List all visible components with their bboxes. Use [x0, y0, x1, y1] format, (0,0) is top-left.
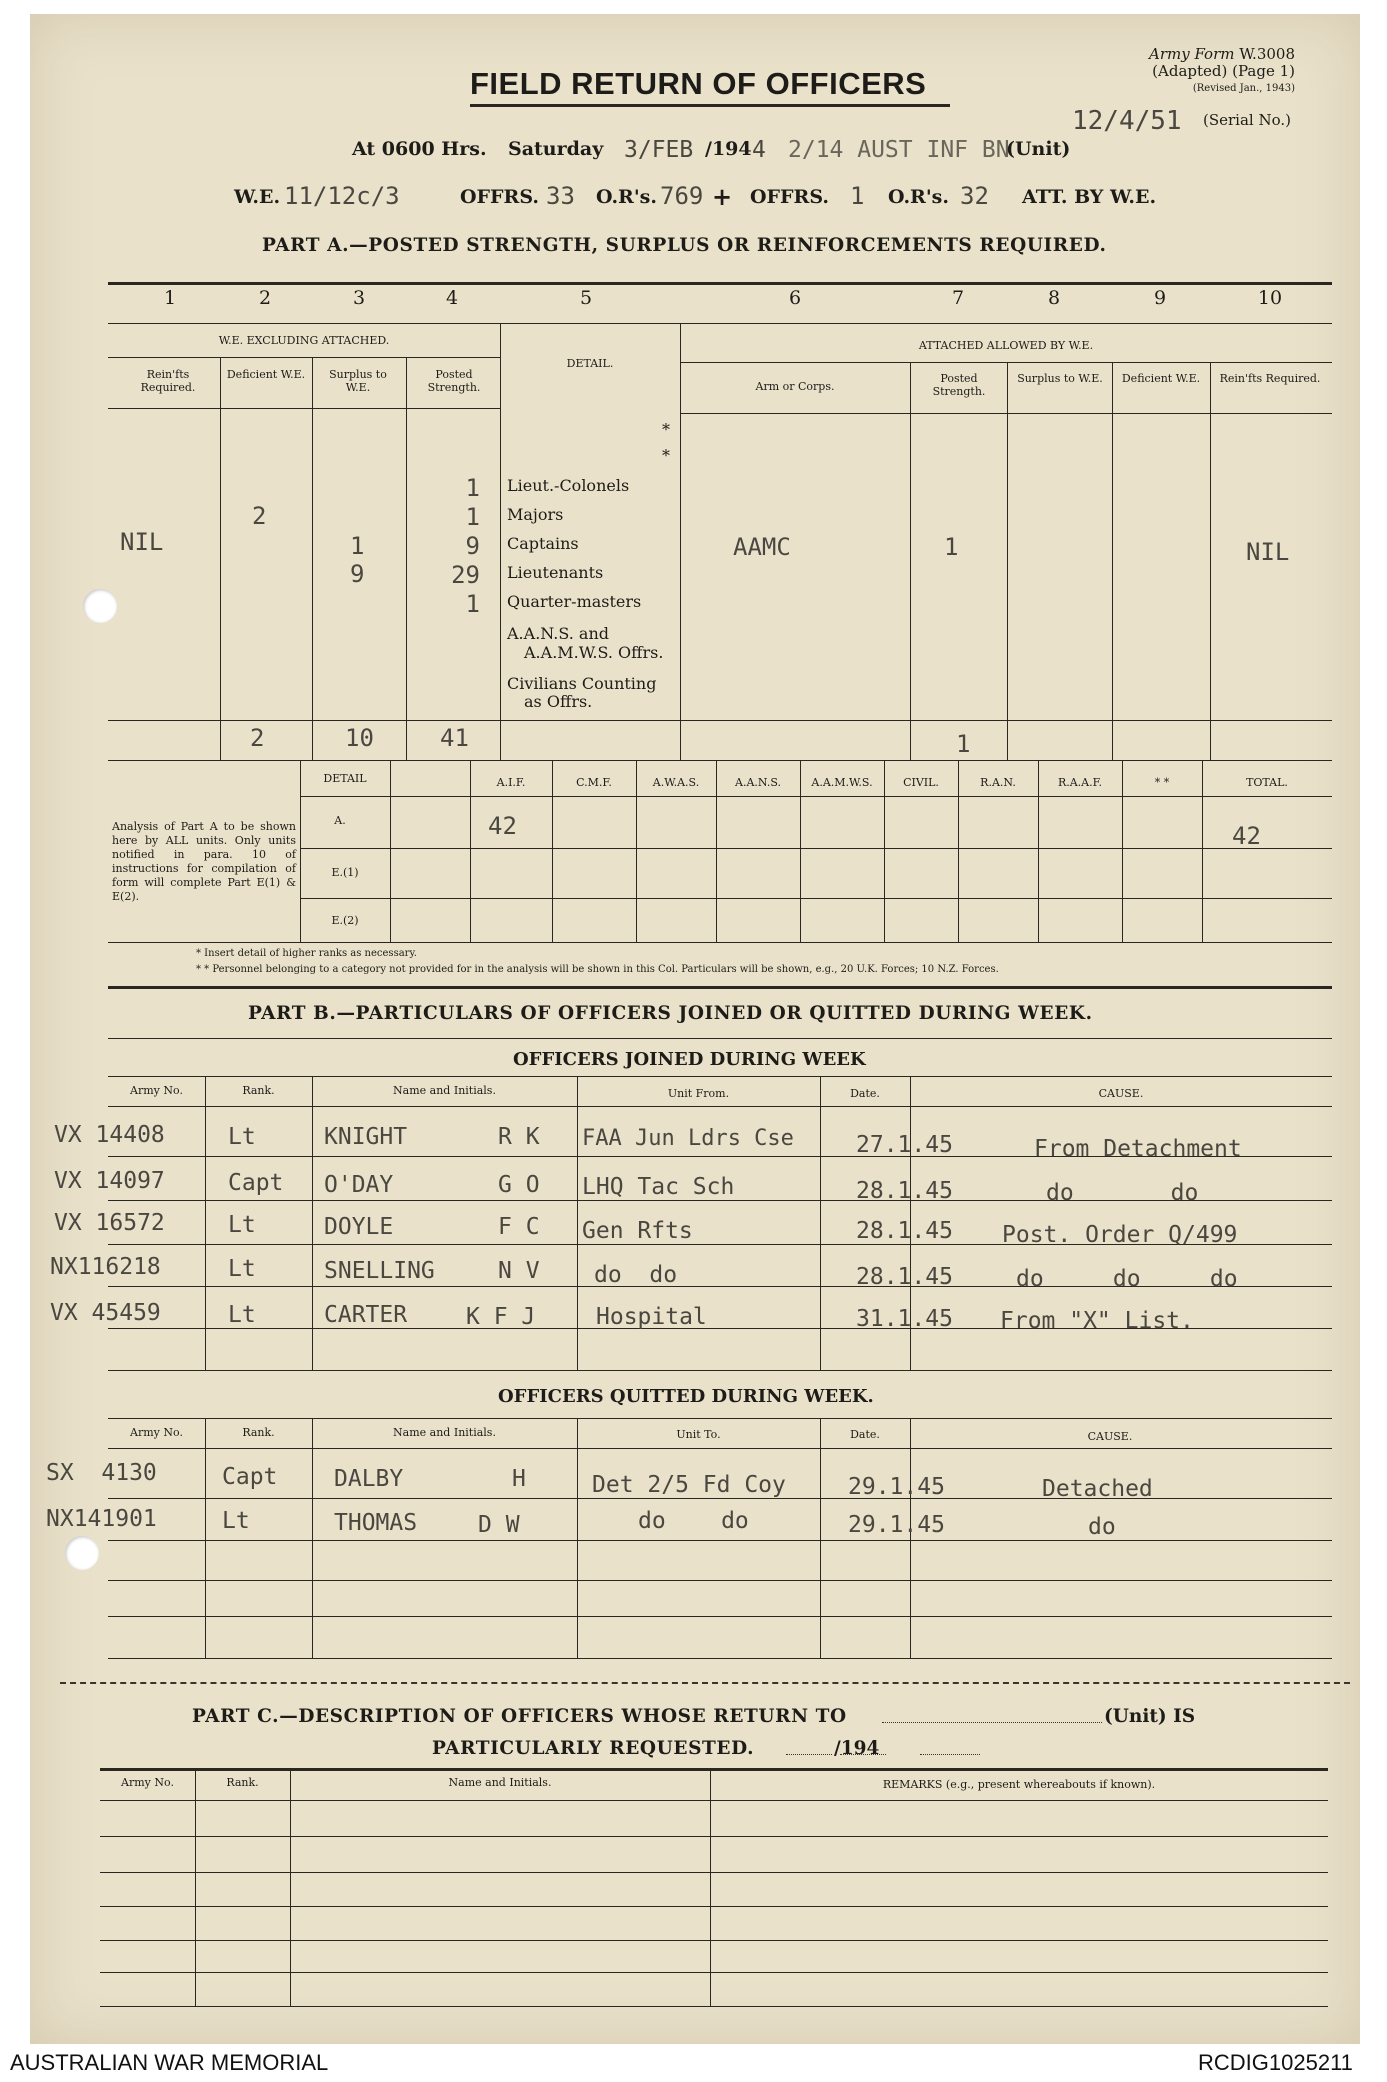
rank-label: Majors [507, 505, 564, 524]
cvl [290, 1768, 291, 2006]
an-row-label: A. [334, 814, 346, 827]
we-excluding-header: W.E. EXCLUDING ATTACHED. [218, 334, 390, 347]
initials: N V [498, 1258, 540, 1284]
quitted-header: Army No. [130, 1426, 183, 1439]
totals-top-rule [108, 720, 1332, 721]
quitted-header: CAUSE. [1087, 1430, 1133, 1443]
att-posted-value: 1 [944, 533, 959, 561]
part-c-header: Name and Initials. [448, 1776, 552, 1789]
rule [108, 1448, 1332, 1449]
an-hl [300, 848, 1332, 849]
date: 28.1.45 [856, 1264, 953, 1290]
unit-from: FAA Jun Ldrs Cse [582, 1126, 794, 1151]
posted-value: 1 [465, 503, 480, 531]
date: 31.1.45 [856, 1306, 953, 1332]
rank-label: Lieut.-Colonels [507, 476, 630, 495]
year-prefix: /194 [705, 138, 752, 160]
date: 29.1.45 [848, 1474, 945, 1500]
rank: Lt [222, 1508, 250, 1534]
jvl [312, 1076, 313, 1370]
footnote-2: * * Personnel belonging to a category not provided for in the analysis will be shown in this Col. Particulars will be shown, e.g., 20 U.K. Forces; 10 N.Z. Forces. [196, 964, 999, 975]
part-c-top-rule [100, 1768, 1328, 1771]
date: 28.1.45 [856, 1178, 953, 1204]
an-header-raaf: R.A.A.F. [1057, 776, 1103, 789]
cause: Detached [1042, 1476, 1153, 1502]
rank: Lt [228, 1302, 256, 1328]
an-header-aans: A.A.N.S. [735, 776, 781, 789]
rule [108, 1076, 1332, 1077]
date: 27.1.45 [856, 1132, 953, 1158]
date: 29.1.45 [848, 1512, 945, 1538]
arm-corps-header: Arm or Corps. [755, 380, 835, 393]
star-mark: * [662, 446, 670, 465]
an-header-ran: R.A.N. [980, 776, 1016, 789]
we-label: W.E. [234, 186, 281, 208]
rank-label: A.A.M.W.S. Offrs. [524, 643, 664, 662]
part-c-title-b: (Unit) IS [1104, 1706, 1196, 1727]
att-reinfts-value: NIL [1246, 538, 1290, 566]
analysis-note: Analysis of Part A to be shown here by ALL units. Only units notified in para. 10 of instructions for compilation of form will complete Part E(1) & E(2). [112, 820, 296, 903]
cvl [195, 1768, 196, 2006]
quitted-header: Name and Initials. [393, 1426, 496, 1439]
quitted-header: Unit To. [676, 1428, 721, 1441]
quitted-header: Date. [850, 1428, 880, 1441]
total-att-posted: 1 [956, 730, 971, 758]
rule [108, 1616, 1332, 1617]
cause: From Detachment [1034, 1136, 1242, 1162]
rank: Capt [228, 1170, 284, 1196]
offrs-value: 33 [546, 182, 575, 210]
army-no: VX 16572 [54, 1210, 165, 1236]
rule [100, 2006, 1328, 2007]
part-a-numbers-rule [108, 323, 1332, 324]
an-header-awas: A.W.A.S. [652, 776, 700, 789]
cause: do do do [1016, 1266, 1238, 1292]
an-row-label: E.(1) [331, 866, 359, 879]
reinfts-value: NIL [120, 528, 164, 556]
joined-header: CAUSE. [1098, 1087, 1144, 1100]
arm-value: AAMC [733, 533, 791, 561]
army-no: VX 14408 [54, 1122, 165, 1148]
adapted-label: (Adapted) [1152, 62, 1228, 80]
year-suffix: 4 [752, 137, 766, 163]
ors-label: O.R's. [596, 186, 657, 208]
attached-rule [680, 362, 1332, 363]
form-title: FIELD RETURN OF OFFICERS [470, 66, 927, 101]
deficient-header: Deficient W.E. [226, 368, 306, 381]
vl-6 [910, 362, 911, 760]
total-surplus: 10 [345, 724, 374, 752]
rank-label: Quarter-masters [507, 592, 642, 611]
army-no: VX 45459 [50, 1300, 161, 1326]
an-header-detail: DETAIL [323, 772, 367, 785]
unit-to: do do [638, 1508, 749, 1534]
unit-value: 2/14 AUST INF BN [788, 137, 1010, 163]
part-c-header: REMARKS (e.g., present whereabouts if known). [882, 1778, 1156, 1791]
rank-label: Lieutenants [507, 563, 604, 582]
quitted-title: OFFICERS QUITTED DURING WEEK. [498, 1386, 874, 1407]
vl-2 [312, 357, 313, 760]
posted-value: 1 [465, 474, 480, 502]
qvl [205, 1418, 206, 1658]
rule [100, 1940, 1328, 1941]
ors2-value: 32 [960, 182, 989, 210]
ors-value: 769 [660, 182, 704, 210]
unit-from: do do [594, 1262, 678, 1288]
vl-9 [1210, 362, 1211, 760]
name: DALBY [334, 1466, 404, 1492]
vl-1 [220, 357, 221, 760]
army-form-label: Army Form [1148, 45, 1235, 63]
date: 28.1.45 [856, 1218, 953, 1244]
part-c-title-c: PARTICULARLY REQUESTED. [432, 1738, 755, 1759]
army-no: NX116218 [50, 1254, 161, 1280]
surplus-header: Surplus to W.E. [329, 368, 387, 394]
an-row-label: E.(2) [331, 914, 359, 927]
posted-value: 29 [451, 561, 480, 589]
attached-allowed-header: ATTACHED ALLOWED BY W.E. [918, 339, 1094, 352]
name: SNELLING [324, 1258, 435, 1284]
title-underline [470, 104, 950, 107]
day-label: Saturday [508, 138, 604, 160]
cause: Post. Order Q/499 [1002, 1222, 1238, 1248]
an-hl [300, 898, 1332, 899]
footer-right: RCDIG1025211 [1198, 2050, 1353, 2075]
rule [100, 1972, 1328, 1973]
plus-sign: + [712, 182, 733, 211]
cause: do [1088, 1514, 1116, 1540]
detail-header: DETAIL. [566, 357, 614, 370]
an-header-aamws: A.A.M.W.S. [811, 776, 873, 789]
name: KNIGHT [324, 1124, 408, 1150]
unit-to: Det 2/5 Fd Coy [592, 1472, 786, 1498]
year-blank [920, 1754, 980, 1755]
jvl [577, 1076, 578, 1370]
an-header-civil: CIVIL. [903, 776, 939, 789]
an-bottom [108, 942, 1332, 943]
punch-hole-bottom [65, 1536, 99, 1570]
army-no: NX141901 [46, 1506, 157, 1532]
an-vl [390, 760, 391, 942]
vl-8 [1112, 362, 1113, 760]
col-number: 1 [163, 287, 177, 309]
date-value: 3/FEB [624, 137, 694, 163]
col-number: 7 [951, 287, 965, 309]
rank-label: as Offrs. [524, 692, 593, 711]
an-header-cmf: C.M.F. [576, 776, 612, 789]
rule [108, 1106, 1332, 1107]
rank-label: Civilians Counting [507, 674, 657, 693]
rule [108, 1658, 1332, 1659]
rank-label: A.A.N.S. and [507, 624, 609, 643]
name: DOYLE [324, 1214, 394, 1240]
initials: R K [498, 1124, 540, 1150]
page-label: (Page 1) [1232, 62, 1295, 80]
total-value: 42 [1232, 822, 1261, 850]
army-form-block [1115, 46, 1295, 97]
part-b-top-rule [108, 986, 1332, 989]
att-deficient-header: Deficient W.E. [1121, 372, 1201, 385]
rule [100, 1836, 1328, 1837]
rule [108, 1038, 1332, 1039]
unit-from: Hospital [596, 1304, 707, 1330]
quitted-header: Rank. [242, 1426, 275, 1439]
army-no: VX 14097 [54, 1168, 165, 1194]
initials: D W [478, 1512, 520, 1538]
cause: From "X" List. [1000, 1308, 1194, 1334]
part-c-header: Army No. [121, 1776, 174, 1789]
star-mark: * [662, 420, 670, 439]
part-b-title: PART B.—PARTICULARS OF OFFICERS JOINED OR QUITTED DURING WEEK. [248, 1003, 1093, 1024]
rank: Lt [228, 1124, 256, 1150]
joined-header: Army No. [130, 1084, 183, 1097]
revised-label: (Revised Jan., 1943) [1192, 83, 1295, 94]
rank: Lt [228, 1256, 256, 1282]
total-deficient: 2 [250, 724, 265, 752]
form-number: W.3008 [1239, 45, 1295, 63]
col-number: 10 [1257, 287, 1283, 309]
rank: Lt [228, 1212, 256, 1238]
part-c-title-a: PART C.—DESCRIPTION OF OFFICERS WHOSE RETURN TO [192, 1706, 847, 1727]
right-header-bottom [680, 413, 1332, 414]
name: CARTER [324, 1302, 408, 1328]
rule [100, 1872, 1328, 1873]
army-no: SX 4130 [46, 1460, 157, 1486]
initials: F C [498, 1214, 540, 1240]
serial-value: 12/4/51 [1072, 106, 1182, 136]
att-label: ATT. BY W.E. [1022, 186, 1157, 208]
vl-3 [406, 357, 407, 760]
qvl [820, 1418, 821, 1658]
date-blank-1 [786, 1754, 832, 1755]
col-number: 3 [352, 287, 366, 309]
qvl [577, 1418, 578, 1658]
unit-label: (Unit) [1006, 138, 1071, 160]
part-c-date: /194 [834, 1738, 880, 1759]
att-reinfts-header: Rein'fts Required. [1219, 372, 1321, 385]
left-header-bottom [108, 408, 500, 409]
unit-from: Gen Rfts [582, 1218, 693, 1244]
an-header-other: * * [1154, 776, 1170, 789]
col-number: 2 [258, 287, 272, 309]
col-number: 5 [579, 287, 593, 309]
serial-label: (Serial No.) [1203, 111, 1291, 129]
vl-7 [1007, 362, 1008, 760]
we-value: 11/12c/3 [284, 182, 400, 210]
rule [108, 1580, 1332, 1581]
initials: K F J [466, 1304, 536, 1330]
qvl [910, 1418, 911, 1658]
footer-left: AUSTRALIAN WAR MEMORIAL [10, 2050, 329, 2075]
part-a-top-rule [108, 282, 1332, 285]
totals-bottom-rule [108, 760, 1332, 761]
name: THOMAS [334, 1510, 418, 1536]
initials: G O [498, 1172, 540, 1198]
rule [100, 1906, 1328, 1907]
joined-header: Date. [850, 1087, 880, 1100]
att-posted-header: Posted Strength. [932, 372, 986, 398]
unit-from: LHQ Tac Sch [582, 1174, 735, 1200]
an-header-aif: A.I.F. [496, 776, 526, 789]
rule [100, 1800, 1328, 1801]
joined-header: Unit From. [667, 1087, 730, 1100]
posted-value: 9 [465, 532, 480, 560]
an-hl [300, 796, 1332, 797]
joined-header: Name and Initials. [393, 1084, 496, 1097]
reinfts-header: Rein'fts Required. [140, 368, 196, 394]
rule [108, 1540, 1332, 1541]
surplus-value: 9 [350, 560, 365, 588]
col-number: 8 [1047, 287, 1061, 309]
rank-label: Captains [507, 534, 579, 553]
posted-header: Posted Strength. [427, 368, 481, 394]
col-number: 6 [788, 287, 802, 309]
dashed-divider [60, 1682, 1350, 1684]
aif-value: 42 [488, 812, 517, 840]
initials: H [512, 1466, 526, 1492]
part-c-header: Rank. [226, 1776, 259, 1789]
qvl [312, 1418, 313, 1658]
deficient-value: 2 [252, 502, 267, 530]
rule [108, 1418, 1332, 1419]
punch-hole-top [83, 589, 117, 623]
vl-4 [500, 323, 501, 760]
offrs2-label: OFFRS. [750, 186, 829, 208]
offrs-label: OFFRS. [460, 186, 539, 208]
offrs2-value: 1 [850, 182, 865, 210]
cause: do do [1046, 1180, 1199, 1206]
cvl [710, 1768, 711, 2006]
surplus-value: 1 [350, 532, 365, 560]
posted-value: 1 [465, 590, 480, 618]
an-header-total: TOTAL. [1246, 776, 1288, 789]
att-surplus-header: Surplus to W.E. [1017, 372, 1103, 385]
col-number: 9 [1153, 287, 1167, 309]
time-label: At 0600 Hrs. [352, 138, 487, 160]
col-number: 4 [445, 287, 459, 309]
jvl [205, 1076, 206, 1370]
footnote-1: * Insert detail of higher ranks as necessary. [196, 948, 417, 959]
rule [108, 1370, 1332, 1371]
total-posted: 41 [440, 724, 469, 752]
rank: Capt [222, 1464, 278, 1490]
joined-title: OFFICERS JOINED DURING WEEK [513, 1049, 866, 1070]
we-excl-rule [108, 357, 500, 358]
ors2-label: O.R's. [888, 186, 949, 208]
joined-header: Rank. [242, 1084, 275, 1097]
name: O'DAY [324, 1172, 394, 1198]
part-a-title: PART A.—POSTED STRENGTH, SURPLUS OR REINFORCEMENTS REQUIRED. [262, 235, 1107, 256]
jvl [820, 1076, 821, 1370]
unit-blank [882, 1722, 1102, 1723]
